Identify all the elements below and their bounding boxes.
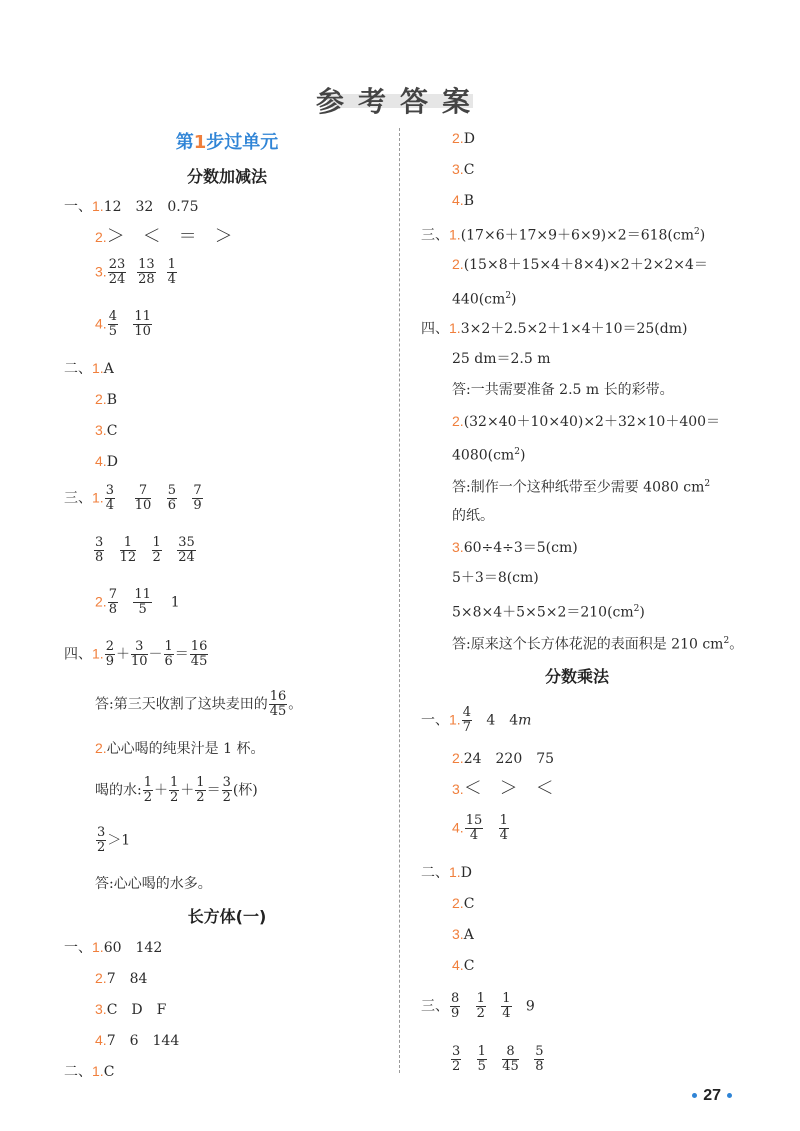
answer-line: 喝的水: $\frac{1}{2}$ ＋ $\frac{1}{2}$ ＋ $\frac{1}{2}$ ＝ $\frac{3}{2}$ (杯) — [95, 775, 258, 805]
answer-line: 2.心心喝的纯果汁是 1 杯。 — [95, 740, 265, 757]
answer-line: 2.D — [452, 130, 475, 147]
answer-line: 3.C — [95, 422, 118, 439]
answer-line: 二、1.A — [64, 360, 114, 377]
answer-line: 2.＞ ＜ ＝ ＞ — [95, 226, 233, 246]
answer-line: $440(cm^2)$ — [452, 291, 517, 308]
answer-line: 4.B — [452, 192, 474, 209]
answer-line: 4.7 6 144 — [95, 1032, 180, 1049]
answer-line: 答:原来这个长方体花泥的表面积是 210 $cm^2$。 — [452, 636, 744, 653]
answer-line: 答:心心喝的水多。 — [95, 876, 212, 892]
column-divider — [399, 128, 400, 1073]
answer-line: 2.B — [95, 391, 117, 408]
answer-line: 2.C — [452, 895, 475, 912]
answer-line: 3.60÷4÷3＝5(cm) — [452, 539, 578, 556]
answer-line: $\frac{3}{8}$ $\frac{1}{12}$ $\frac{1}{2}$ $\frac{35}{24}$ — [95, 535, 195, 565]
answer-line: 四、1. $\frac{2}{9}$ ＋ $\frac{3}{10}$ － $\frac{1}{6}$ ＝ $\frac{16}{45}$ — [64, 639, 208, 669]
section-title: 长方体(一) — [187, 907, 267, 926]
answer-line: 4. $\frac{15}{4}$ $\frac{1}{4}$ — [452, 813, 508, 843]
answer-line: 答:制作一个这种纸带至少需要 4080 $cm^2$ — [452, 479, 711, 496]
answer-line: 2.(32×40＋10×40)×2＋32×10＋400＝ — [452, 413, 721, 430]
step-heading: 第1步过单元 — [175, 132, 279, 153]
answer-line: 一、1.60 142 — [64, 939, 163, 956]
page-title: 参考答案 — [315, 85, 484, 118]
answer-line: 2.(15×8＋15×4＋8×4)×2＋2×2×4＝ — [452, 256, 708, 273]
section-title: 分数乘法 — [544, 667, 609, 686]
answer-line: 二、1.D — [421, 864, 472, 881]
answer-line: 4.C — [452, 957, 475, 974]
answer-line: $\frac{3}{2}$ $\frac{1}{5}$ $\frac{8}{45}$ $\frac{5}{8}$ — [452, 1044, 544, 1074]
bullet-dot-icon — [727, 1093, 732, 1098]
answer-line: 3. $\frac{23}{24}$ $\frac{13}{28}$ $\frac{1}{4}$ — [95, 257, 176, 287]
answer-line: 3.＜ ＞ ＜ — [452, 778, 554, 798]
answer-line: 3.C D F — [95, 1001, 167, 1018]
answer-line: 2.24 220 75 — [452, 750, 555, 767]
answer-line: 三、$1.(17\times 6+17\times 9+6\times 9)\times 2=618(cm^2)$ — [421, 226, 706, 244]
answer-line: $4080(cm^2)$ — [452, 447, 526, 464]
answer-line: 答:一共需要准备 2.5 m 长的彩带。 — [452, 382, 674, 398]
answer-line: 3.A — [452, 926, 474, 943]
answer-line: 二、1.C — [64, 1063, 115, 1080]
bullet-dot-icon — [692, 1093, 697, 1098]
answer-line: $\frac{3}{2}$ ＞1 — [97, 825, 131, 855]
answer-line: 答:第三天收割了这块麦田的 $\frac{16}{45}$ 。 — [95, 689, 303, 719]
answer-line: 三、 $\frac{8}{9}$ $\frac{1}{2}$ $\frac{1}{4}$ 9 — [421, 991, 535, 1021]
answer-line: 3.C — [452, 161, 475, 178]
answer-line: 2. $\frac{7}{8}$ $\frac{11}{5}$ 1 — [95, 587, 180, 617]
answer-line: 5＋3＝8(cm) — [452, 570, 539, 586]
answer-line: 的纸。 — [452, 508, 494, 524]
answer-line: 2.7 84 — [95, 970, 148, 987]
answer-line: 4.D — [95, 453, 118, 470]
answer-line: 25 dm＝2.5 m — [452, 351, 551, 367]
page-number: 27 — [686, 1087, 738, 1105]
answer-line: 一、1.12 32 0.75 — [64, 198, 199, 215]
answer-line: 三、1. $\frac{3}{4}$ $\frac{7}{10}$ $\frac{5}{6}$ $\frac{7}{9}$ — [64, 483, 202, 513]
answer-line: 四、1.3×2＋2.5×2＋1×4＋10＝25(dm) — [421, 320, 688, 337]
answer-line: 一、1. $\frac{4}{7}$ 4 4m — [421, 705, 532, 735]
answer-line: 4. $\frac{4}{5}$ $\frac{11}{10}$ — [95, 309, 151, 339]
section-title: 分数加减法 — [186, 167, 267, 186]
answer-line: $5\times 8\times 4+5\times 5\times 2=210(cm^2)$ — [452, 604, 645, 621]
